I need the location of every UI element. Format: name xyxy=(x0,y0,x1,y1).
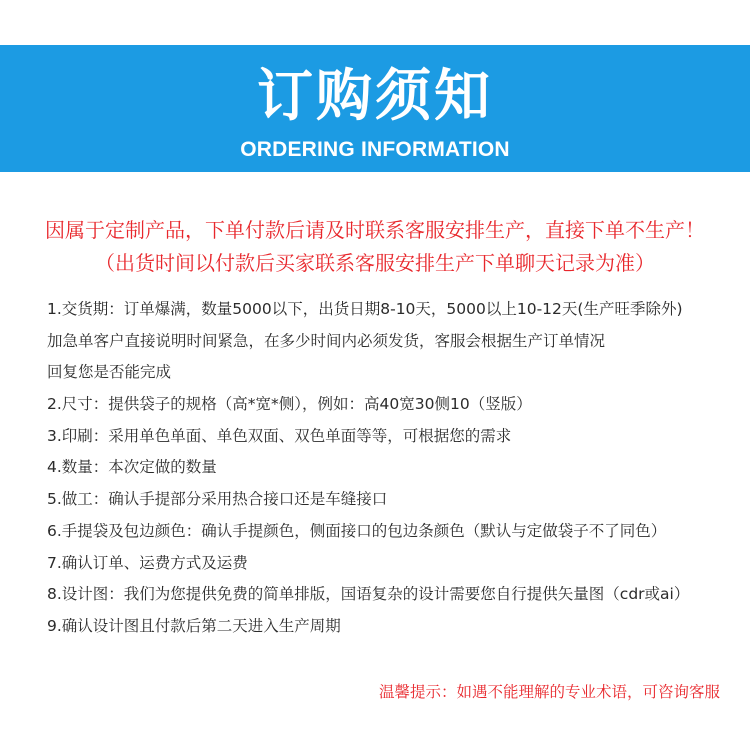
list-item: 2.尺寸：提供袋子的规格（高*宽*侧），例如：高40宽30侧10（竖版） xyxy=(47,395,532,414)
list-item: 3.印刷：采用单色单面、单色双面、双色单面等等，可根据您的需求 xyxy=(47,426,512,445)
list-item: 4.数量：本次定做的数量 xyxy=(47,458,217,477)
list-item: 7.确认订单、运费方式及运费 xyxy=(47,553,248,572)
list-item: 5.做工：确认手提部分采用热合接口还是车缝接口 xyxy=(47,490,388,509)
list-item: 1.交货期：订单爆满，数量5000以下，出货日期8-10天，5000以上10-12天(生产旺季除外) xyxy=(47,300,683,318)
header-banner xyxy=(0,45,750,172)
list-item: 9.确认设计图且付款后第二天进入生产周期 xyxy=(47,616,341,635)
ordering-info-list xyxy=(47,294,727,643)
list-item: 6.手提袋及包边颜色：确认手提颜色，侧面接口的包边条颜色（默认与定做袋子不了同色） xyxy=(47,521,667,540)
list-item: 8.设计图：我们为您提供免费的简单排版，国语复杂的设计需要您自行提供矢量图（cdr或ai） xyxy=(47,585,690,604)
list-item: 加急单客户直接说明时间紧急，在多少时间内必须发货，客服会根据生产订单情况 xyxy=(47,331,606,350)
page-subtitle: ORDERING INFORMATION xyxy=(240,138,510,161)
list-item: 回复您是否能完成 xyxy=(47,363,172,382)
notice-line-1: 因属于定制产品，下单付款后请及时联系客服安排生产，直接下单不生产！ xyxy=(45,218,705,242)
notice-line-2: （出货时间以付款后买家联系客服安排生产下单聊天记录为准） xyxy=(95,251,655,275)
footer-tip: 温馨提示：如遇不能理解的专业术语，可咨询客服 xyxy=(378,683,720,701)
page-title: 订购须知 xyxy=(257,64,493,129)
